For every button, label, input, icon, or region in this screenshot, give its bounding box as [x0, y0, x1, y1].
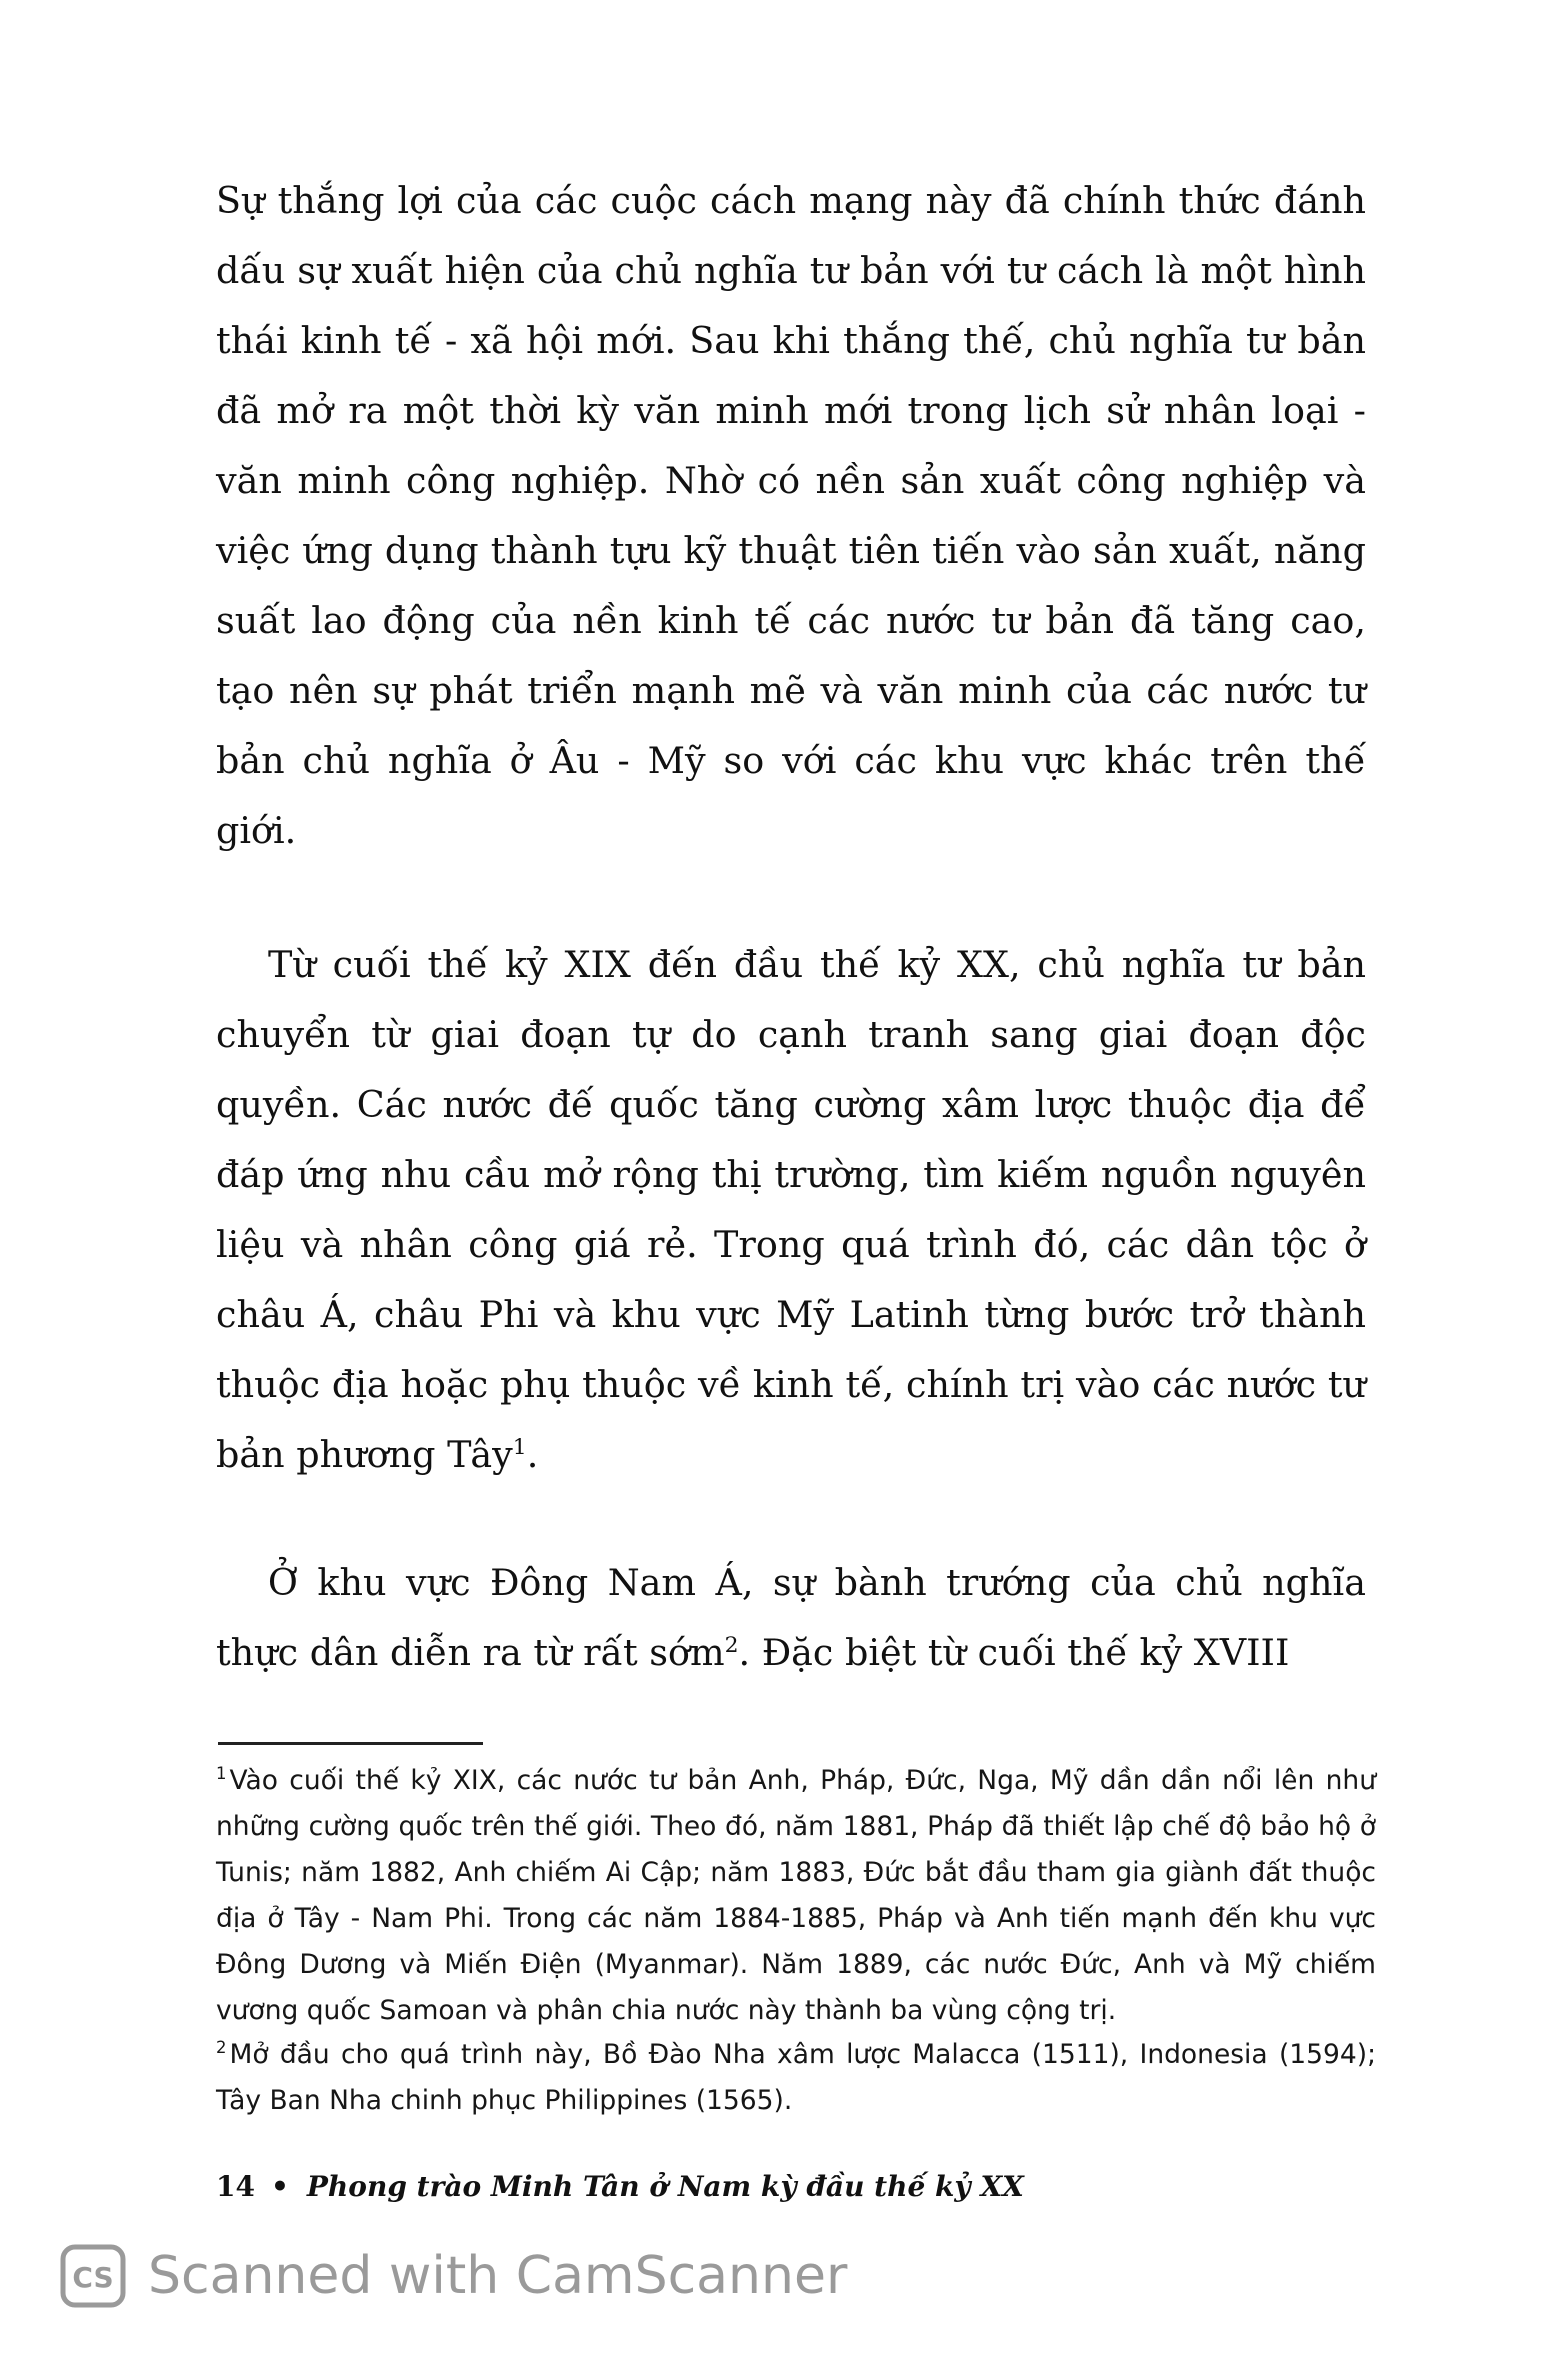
- paragraph-1: Sự thắng lợi của các cuộc cách mạng này đã chính thức đánh dấu sự xuất hiện của chủ nghĩa tư bản với tư cách là một hình thái kinh tế - xã hội mới. Sau khi thắng thế, chủ nghĩa tư bản đã mở ra một thời kỳ văn minh mới trong lịch sử nhân loại - văn minh công nghiệp. Nhờ có nền sản xuất công nghiệp và việc ứng dụng thành tựu kỹ thuật tiên tiến vào sản xuất, năng suất lao động của nền kinh tế các nước tư bản đã tăng cao, tạo nên sự phát triển mạnh mẽ và văn minh của các nước tư bản chủ nghĩa ở Âu - Mỹ so với các khu vực khác trên thế giới.: [216, 179, 1366, 852]
- page-number: 14: [216, 2170, 255, 2203]
- footnote-1-mark: 1: [216, 1764, 227, 1784]
- running-footer: [216, 2170, 1024, 2203]
- paragraph-3-text: Ở khu vực Đông Nam Á, sự bành trướng của chủ nghĩa thực dân diễn ra từ rất sớm: [216, 1561, 1366, 1674]
- paragraph-2-end: .: [526, 1433, 539, 1476]
- paragraph-3-end: . Đặc biệt từ cuối thế kỷ XVIII: [738, 1631, 1290, 1674]
- footnote-2: [216, 2032, 1376, 2124]
- paragraph-2-text: Từ cuối thế kỷ XIX đến đầu thế kỷ XX, chủ nghĩa tư bản chuyển từ giai đoạn tự do cạnh tranh sang giai đoạn độc quyền. Các nước đế quốc tăng cường xâm lược thuộc địa để đáp ứng nhu cầu mở rộng thị trường, tìm kiếm nguồn nguyên liệu và nhân công giá rẻ. Trong quá trình đó, các dân tộc ở châu Á, châu Phi và khu vực Mỹ Latinh từng bước trở thành thuộc địa hoặc phụ thuộc về kinh tế, chính trị vào các nước tư bản phương Tây: [216, 943, 1366, 1476]
- footnote-1-text: Vào cuối thế kỷ XIX, các nước tư bản Anh, Pháp, Đức, Nga, Mỹ dần dần nổi lên như những cường quốc trên thế giới. Theo đó, năm 1881, Pháp đã thiết lập chế độ bảo hộ ở Tunis; năm 1882, Anh chiếm Ai Cập; năm 1883, Đức bắt đầu tham gia giành đất thuộc địa ở Tây - Nam Phi. Trong các năm 1884-1885, Pháp và Anh tiến mạnh đến khu vực Đông Dương và Miến Điện (Myanmar). Năm 1889, các nước Đức, Anh và Mỹ chiếm vương quốc Samoan và phân chia nước này thành ba vùng cộng trị.: [216, 1765, 1376, 2026]
- camscanner-logo-text: CS: [72, 2261, 114, 2294]
- footer-bullet: •: [270, 2170, 289, 2203]
- paragraph-2: [216, 930, 1366, 1490]
- paragraph-3: [216, 1548, 1366, 1688]
- footnote-2-mark: 2: [216, 2038, 227, 2058]
- book-title: Phong trào Minh Tân ở Nam kỳ đầu thế kỷ XX: [306, 2170, 1024, 2203]
- watermark-text: Scanned with CamScanner: [148, 2246, 848, 2306]
- footnote-1: [216, 1758, 1376, 2034]
- footnote-separator: [218, 1742, 483, 1745]
- footnote-ref-2[interactable]: 2: [724, 1632, 739, 1658]
- camscanner-watermark: [60, 2236, 847, 2316]
- camscanner-logo-icon: [60, 2244, 126, 2308]
- footnote-ref-1[interactable]: 1: [512, 1434, 527, 1460]
- footnote-2-text: Mở đầu cho quá trình này, Bồ Đào Nha xâm lược Malacca (1511), Indonesia (1594); Tây Ban Nha chinh phục Philippines (1565).: [216, 2039, 1376, 2116]
